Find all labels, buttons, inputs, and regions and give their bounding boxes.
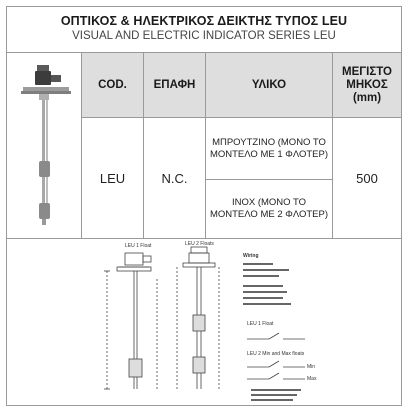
cell-cod: LEU <box>99 170 126 186</box>
product-photo <box>15 57 77 235</box>
datasheet <box>6 6 402 406</box>
drawing-label-2: LEU 2 Floats <box>185 241 214 247</box>
header-max-length: ΜΕΓΙΣΤΟ ΜΗΚΟΣ (mm) <box>333 53 401 117</box>
mode-1-label: LEU 1 Float <box>247 321 274 327</box>
min-label: Min <box>307 364 316 370</box>
cell-material-inox: INOX (ΜΟΝΟ ΤΟ ΜΟΝΤΕΛΟ ΜΕ 2 ΦΛΟΤΕΡ) <box>209 197 329 220</box>
drawing-label-1: LEU 1 Float <box>125 243 152 249</box>
mode-2-label: LEU 2 Min and Max floats <box>247 351 305 357</box>
title-block <box>7 7 401 51</box>
cell-max-length: 500 <box>356 170 378 186</box>
wiring-title: Wiring <box>243 253 259 259</box>
header-cod: COD. <box>82 53 143 117</box>
title-greek: ΟΠΤΙΚΟΣ & ΗΛΕΚΤΡΙΚΟΣ ΔΕΙΚΤΗΣ ΤΥΠΟΣ LEU <box>60 14 348 28</box>
cell-material-brass: ΜΠΡΟΥΤΖΙΝΟ (ΜΟΝΟ ΤΟ ΜΟΝΤΕΛΟ ΜΕ 1 ΦΛΟΤΕΡ) <box>209 137 329 160</box>
header-contact: ΕΠΑΦΗ <box>144 53 205 117</box>
title-english: VISUAL AND ELECTRIC INDICATOR SERIES LEU <box>72 30 336 42</box>
cell-contact: N.C. <box>161 170 188 186</box>
max-label: Max <box>307 376 317 382</box>
technical-drawing <box>7 239 401 405</box>
material-divider <box>205 179 332 180</box>
header-material: ΥΛΙΚΟ <box>206 53 332 117</box>
